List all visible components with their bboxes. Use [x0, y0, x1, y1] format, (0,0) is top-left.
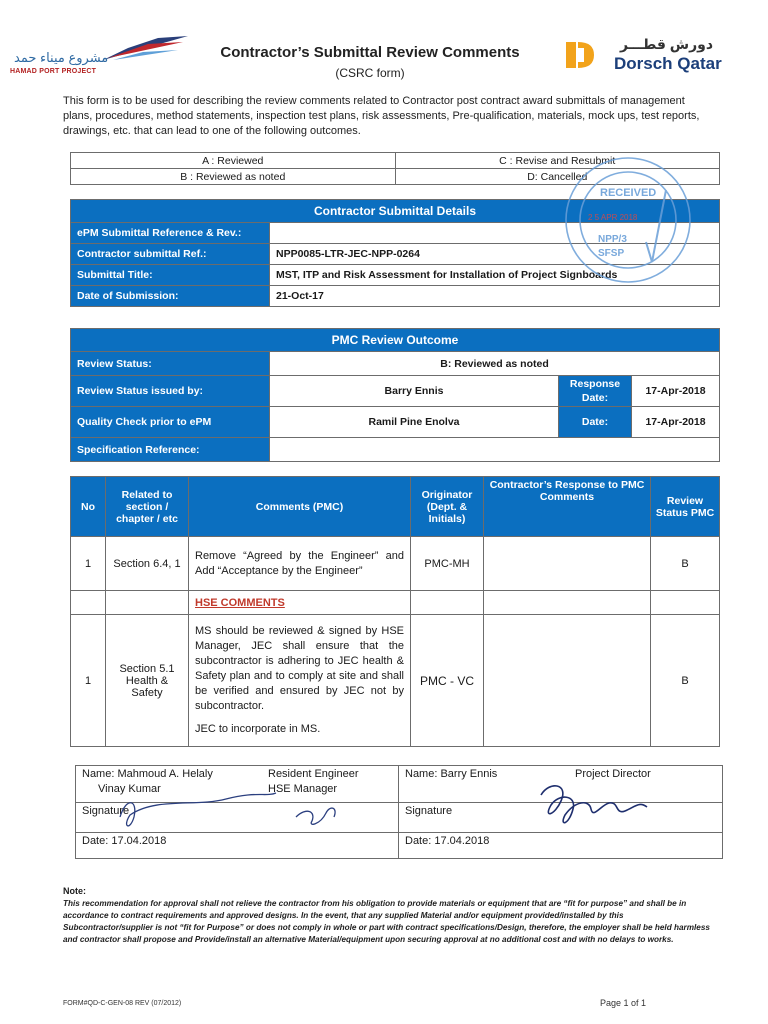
- left-role-1: Resident Engineer: [268, 768, 359, 780]
- pmc-review-table: [70, 328, 720, 462]
- row-section: Section 6.4, 1: [106, 537, 189, 591]
- note-text: This recommendation for approval shall not relieve the contractor from his obligation to provide materials or equipment that are “fit for purpose” and shall be in accordance to contract requirements and approved designs. In the event, that any supplied Material and/or equipment provided/installed by this Subcontractor/supplier is not “fit for Purpose” or does not comply in whole or part with contract specifications/Design, therefore, the employer shall be held harmless and contractor shall propose and Provide/install an alternative Material/equipment upon securing approval at no additional cost and with no delays to works.: [63, 899, 710, 944]
- hse-row-no: 1: [71, 615, 106, 747]
- quality-date-value: 17-Apr-2018: [632, 407, 720, 438]
- right-signature-cell: [399, 803, 723, 833]
- col-originator: Originator (Dept. & Initials): [411, 477, 484, 537]
- pmc-review-heading: PMC Review Outcome: [71, 329, 720, 352]
- stamp-dept-text: SFSP: [598, 248, 625, 259]
- right-name: Name: Barry Ennis: [405, 768, 498, 780]
- hse-comment-text-2: JEC to incorporate in MS.: [195, 723, 321, 735]
- outcome-b: B : Reviewed as noted: [71, 169, 396, 185]
- contractor-ref-label: Contractor submittal Ref.:: [71, 244, 270, 265]
- right-signature-label: Signature: [405, 805, 453, 817]
- intro-paragraph: This form is to be used for describing the review comments related to Contractor post contract award submittals of management plans, procedures, method statements, inspection test plans, risk assessments, Pre-qualification, materials, mock ups, test reports, drawings, etc. that can lead to one of the following outcomes.: [63, 95, 700, 137]
- table-row: [71, 615, 720, 747]
- epm-ref-label: ePM Submittal Reference & Rev.:: [71, 223, 270, 244]
- right-signature-icon: [529, 775, 679, 831]
- left-signature-cell: [76, 803, 399, 833]
- hse-row-section: Section 5.1 Health & Safety: [106, 615, 189, 747]
- stamp-date-text: 2 5 APR 2018: [588, 213, 638, 222]
- quality-check-label: Quality Check prior to ePM: [71, 407, 270, 438]
- logo-english-text: HAMAD PORT PROJECT: [10, 68, 97, 75]
- row-originator: PMC-MH: [411, 537, 484, 591]
- hamad-port-logo: [8, 30, 198, 80]
- issued-by-value: Barry Ennis: [270, 376, 559, 407]
- submission-date-label: Date of Submission:: [71, 286, 270, 307]
- dorsch-mark-icon: [566, 40, 594, 70]
- right-date: Date: 17.04.2018: [399, 833, 723, 859]
- col-related: Related to section / chapter / etc: [106, 477, 189, 537]
- hse-comment-text: MS should be reviewed & signed by HSE Manager, JEC shall ensure that the subcontractor is adhering to JEC health & Safety plan and to comply at site and shall be verified and ensured by JEC not by subcontractor.: [195, 625, 404, 712]
- received-stamp: [548, 150, 700, 290]
- left-date: Date: 17.04.2018: [76, 833, 399, 859]
- page-title: Contractor’s Submittal Review Comments: [220, 44, 520, 61]
- response-date-value: 17-Apr-2018: [632, 376, 720, 407]
- review-status-label: Review Status:: [71, 352, 270, 376]
- form-reference: FORM#QD-C-GEN-08 REV (07/2012): [63, 1000, 182, 1007]
- col-no: No: [71, 477, 106, 537]
- page-number: Page 1 of 1: [600, 998, 647, 1008]
- hse-row-status: B: [651, 615, 720, 747]
- stamp-ref-text: NPP/3: [598, 234, 627, 245]
- col-comments: Comments (PMC): [189, 477, 411, 537]
- hse-row-comment: [189, 615, 411, 747]
- hse-row: [71, 591, 720, 615]
- contractor-ref-value: NPP0085-LTR-JEC-NPP-0264: [270, 244, 720, 265]
- hse-row-originator: PMC - VC: [411, 615, 484, 747]
- outcome-a: A : Reviewed: [71, 153, 396, 169]
- logo-arabic-text: مشروع ميناء حمد: [14, 50, 109, 65]
- left-signature-icon: [116, 787, 376, 833]
- page-subtitle: (CSRC form): [335, 66, 405, 80]
- review-status-value: B: Reviewed as noted: [270, 352, 720, 376]
- row-comment: Remove “Agreed by the Engineer” and Add “Acceptance by the Engineer”: [189, 537, 411, 591]
- left-role-2: HSE Manager: [268, 783, 338, 795]
- logo-right-english: Dorsch Qatar: [614, 54, 722, 73]
- outcome-d: D: Cancelled: [395, 169, 720, 185]
- submittal-title-label: Submittal Title:: [71, 265, 270, 286]
- stamp-received-text: RECEIVED: [600, 187, 657, 199]
- dorsch-qatar-logo: [560, 36, 750, 80]
- response-date-label: Response Date:: [559, 376, 632, 407]
- col-response: Contractor’s Response to PMC Comments: [484, 477, 651, 537]
- col-status: Review Status PMC: [651, 477, 720, 537]
- outcome-c: C : Revise and Resubmit: [395, 153, 720, 169]
- issued-by-label: Review Status issued by:: [71, 376, 270, 407]
- left-name: Name: Mahmoud A. Helaly: [82, 768, 213, 780]
- comments-table: [70, 476, 720, 747]
- left-name-2: Vinay Kumar: [98, 783, 161, 795]
- quality-check-value: Ramil Pine Enolva: [270, 407, 559, 438]
- submittal-title-value: MST, ITP and Risk Assessment for Installation of Project Signboards: [270, 265, 720, 286]
- quality-date-label: Date:: [559, 407, 632, 438]
- row-status: B: [651, 537, 720, 591]
- hse-row-response: [484, 615, 651, 747]
- table-row: [71, 537, 720, 591]
- right-role: Project Director: [575, 768, 651, 780]
- row-response: [484, 537, 651, 591]
- hse-comments-heading: HSE COMMENTS: [189, 591, 411, 615]
- note-title: Note:: [63, 886, 86, 896]
- row-no: 1: [71, 537, 106, 591]
- submission-date-value: 21-Oct-17: [270, 286, 720, 307]
- signature-table: [75, 765, 723, 859]
- submittal-details-heading: Contractor Submittal Details: [71, 200, 720, 223]
- spec-ref-label: Specification Reference:: [71, 438, 270, 462]
- logo-right-arabic: دورش قطـــر: [620, 36, 714, 52]
- left-signature-label: Signature: [82, 805, 130, 817]
- spec-ref-value: [270, 438, 720, 462]
